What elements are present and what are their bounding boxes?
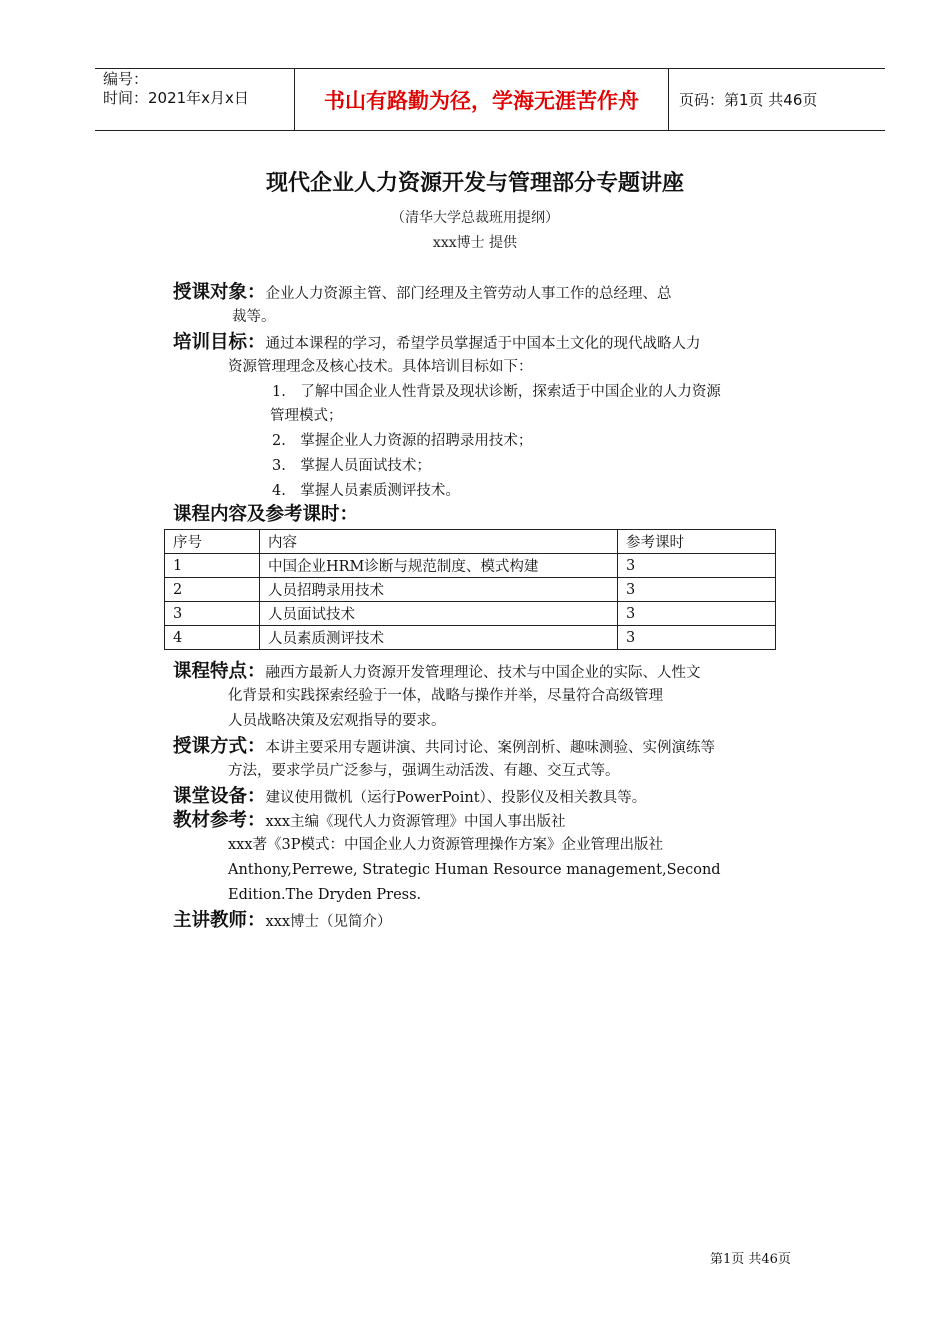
equipment-section <box>173 785 813 811</box>
table-header-cell: 序号 <box>165 530 260 554</box>
table-cell: 3 <box>618 602 776 626</box>
header-page-info: 页码：第1页 共46页 <box>679 91 818 109</box>
page-footer: 第1页 共46页 <box>710 1252 791 1267</box>
teacher-text: xxx博士（见简介） <box>265 914 392 930</box>
goals-text: 通过本课程的学习，希望学员掌握适于中国本土文化的现代战略人力 <box>265 336 701 352</box>
table-cell: 3 <box>165 602 260 626</box>
table-cell: 3 <box>618 626 776 650</box>
references-text-cont: Anthony,Perrewe, Strategic Human Resource management,Second <box>228 862 721 878</box>
table-header-cell: 参考课时 <box>618 530 776 554</box>
table-cell: 中国企业HRM诊断与规范制度、模式构建 <box>260 554 618 578</box>
features-label: 课程特点： <box>173 661 266 682</box>
audience-text-cont: 裁等。 <box>232 309 276 325</box>
equipment-text: 建议使用微机（运行PowerPoint）、投影仪及相关教具等。 <box>265 790 647 806</box>
method-text-cont: 方法，要求学员广泛参与，强调生动活泼、有趣、交互式等。 <box>228 763 620 779</box>
method-label: 授课方式： <box>173 736 266 757</box>
course-label: 课程内容及参考课时： <box>173 504 359 525</box>
course-table <box>164 529 776 650</box>
table-header-cell: 内容 <box>260 530 618 554</box>
goals-text-cont: 资源管理理念及核心技术。具体培训目标如下： <box>228 359 533 375</box>
features-text: 融西方最新人力资源开发管理理论、技术与中国企业的实际、人性文 <box>265 665 701 681</box>
document-subtitle: （清华大学总裁班用提纲） <box>391 210 559 226</box>
table-cell: 人员招聘录用技术 <box>260 578 618 602</box>
table-cell: 人员素质测评技术 <box>260 626 618 650</box>
method-section <box>173 735 833 761</box>
goal-item: 4. 掌握人员素质测评技术。 <box>272 483 460 499</box>
table-row <box>165 554 776 578</box>
audience-section <box>173 281 813 307</box>
goal-item: 3. 掌握人员面试技术； <box>272 458 431 474</box>
references-text: xxx主编《现代人力资源管理》中国人事出版社 <box>265 814 566 830</box>
table-row <box>165 602 776 626</box>
method-text: 本讲主要采用专题讲演、共同讨论、案例剖析、趣味测验、实例演练等 <box>265 740 716 756</box>
table-cell: 3 <box>618 554 776 578</box>
references-label: 教材参考： <box>173 810 266 831</box>
features-text-cont: 化背景和实践探索经验于一体，战略与操作并举，尽量符合高级管理 <box>228 688 663 704</box>
table-header-row <box>165 530 776 554</box>
table-row <box>165 578 776 602</box>
goals-label: 培训目标： <box>173 332 266 353</box>
goal-item: 管理模式； <box>270 408 343 424</box>
page-header <box>95 68 885 131</box>
audience-text: 企业人力资源主管、部门经理及主管劳动人事工作的总经理、总 <box>265 286 672 302</box>
table-row <box>165 626 776 650</box>
references-section <box>173 809 813 835</box>
header-meta <box>95 69 295 130</box>
document-title: 现代企业人力资源开发与管理部分专题讲座 <box>265 171 684 196</box>
audience-label: 授课对象： <box>173 282 266 303</box>
references-text-cont: xxx著《3P模式：中国企业人力资源管理操作方案》企业管理出版社 <box>228 837 664 853</box>
time-label: 时间：2021年x月x日 <box>103 89 249 107</box>
number-label: 编号： <box>103 70 149 88</box>
goals-section <box>173 331 813 357</box>
references-text-cont: Edition.The Dryden Press. <box>228 887 422 903</box>
table-cell: 2 <box>165 578 260 602</box>
equipment-label: 课堂设备： <box>173 786 266 807</box>
features-section <box>173 660 813 686</box>
header-motto: 书山有路勤为径，学海无涯苦作舟 <box>295 69 669 130</box>
teacher-section <box>173 909 813 935</box>
document-provider: xxx博士 提供 <box>432 235 518 251</box>
table-cell: 3 <box>618 578 776 602</box>
goal-item: 1. 了解中国企业人性背景及现状诊断，探索适于中国企业的人力资源 <box>272 384 721 400</box>
table-cell: 1 <box>165 554 260 578</box>
table-cell: 人员面试技术 <box>260 602 618 626</box>
table-cell: 4 <box>165 626 260 650</box>
goal-item: 2. 掌握企业人力资源的招聘录用技术； <box>272 433 533 449</box>
teacher-label: 主讲教师： <box>173 910 266 931</box>
course-section <box>173 503 813 529</box>
features-text-cont: 人员战略决策及宏观指导的要求。 <box>228 713 446 729</box>
